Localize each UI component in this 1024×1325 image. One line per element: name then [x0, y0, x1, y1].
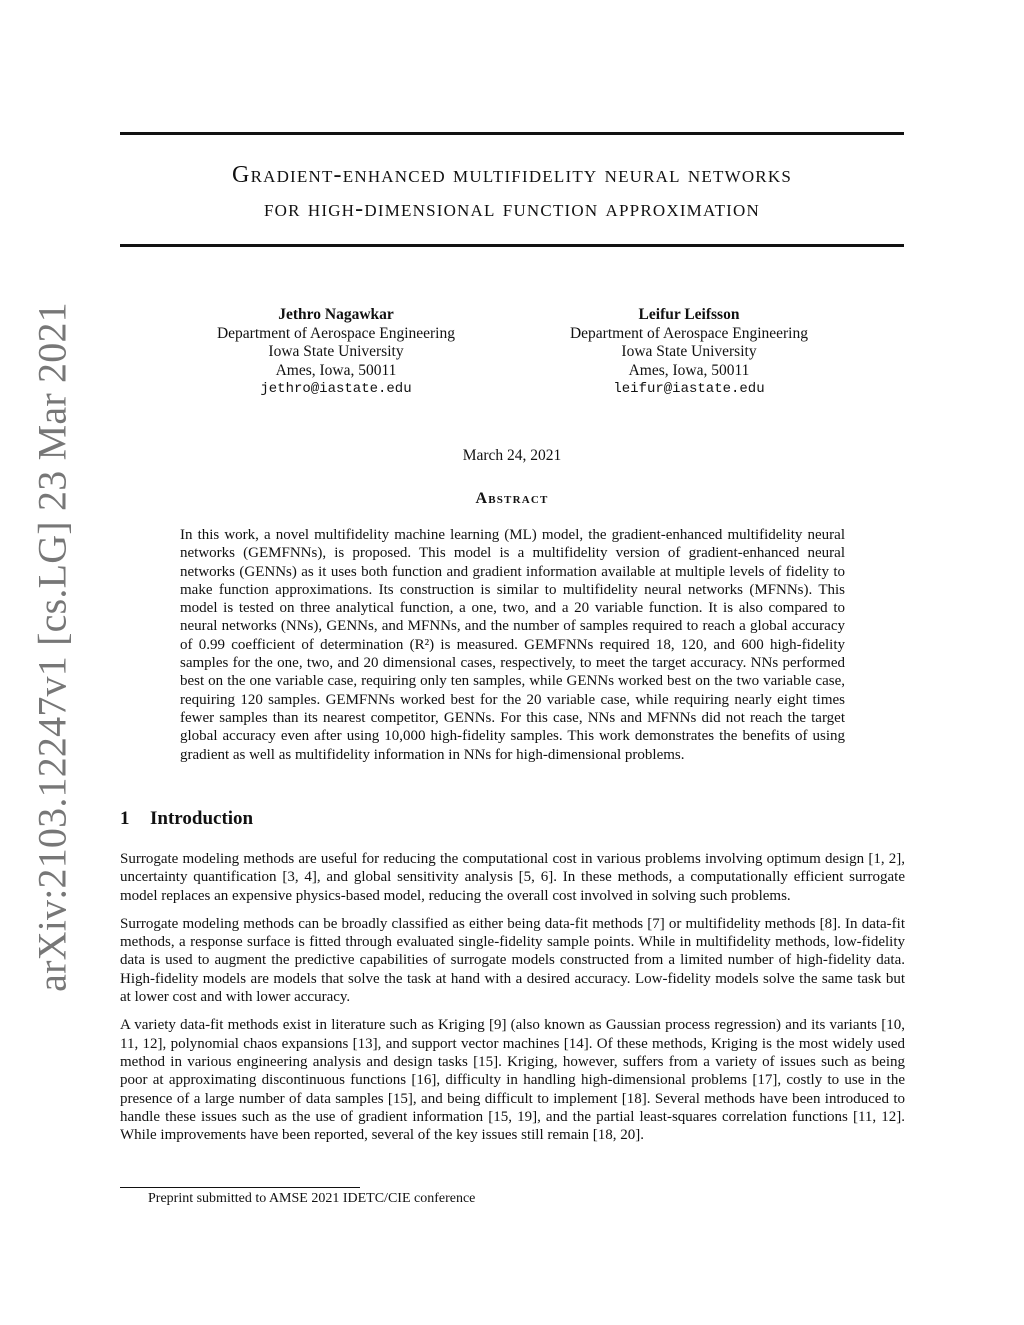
- title-line-1: Gradient-enhanced multifidelity neural networks: [232, 162, 792, 188]
- author-address: Ames, Iowa, 50011: [275, 361, 397, 379]
- title-top-rule: [120, 132, 904, 135]
- author-address: Ames, Iowa, 50011: [628, 361, 750, 379]
- author-institution: Iowa State University: [621, 343, 757, 360]
- title-line-2: for high-dimensional function approximation: [264, 196, 760, 222]
- publication-date: March 24, 2021: [462, 447, 562, 464]
- footnote-rule: [120, 1187, 360, 1188]
- author-department: Department of Aerospace Engineering: [216, 324, 455, 342]
- section-heading: [120, 808, 253, 830]
- author-block-2: [539, 306, 839, 399]
- author-email: leifur@iastate.edu: [613, 381, 765, 397]
- title-bottom-rule: [120, 244, 904, 247]
- author-email: jethro@iastate.edu: [260, 381, 412, 397]
- paragraph: A variety data-fit methods exist in literature such as Kriging [9] (also known as Gaussian process regression) and its variants [10, 11, 12], polynomial chaos expansions [13], and support vector machines [14]. Of these methods, Kriging is the most widely used method in various engineering analysis and design tasks [15]. Kriging, however, suffers from a variety of issues such as being poor at approximating discontinuous functions [16], difficulty in handling high-dimensional problems [17], costly to use in the presence of a large number of data samples [15], and being difficult to implement [18]. Several methods have been introduced to handle these issues such as the use of gradient information [15, 19], and the partial least-squares correlation functions [11, 12]. While improvements have been reported, several of the key issues still remain [18, 20].: [120, 1017, 905, 1144]
- abstract-text: In this work, a novel multifidelity machine learning (ML) model, the gradient-enhanced multifidelity neural networks (GEMFNNs), is proposed. This model is a multifidelity version of gradient-enhanced neural networks (GENNs) as it uses both function and gradient information available at multiple levels of fidelity to make function approximations. Its construction is similar to multifidelity neural networks (MFNNs). This model is tested on three analytical function, a one, two, and a 20 variable function. It is also compared to neural networks (NNs), GENNs, and MFNNs, and the number of samples required to reach a global accuracy of 0.99 coefficient of determination (R²) is measured. GEMFNNs required 18, 120, and 600 high-fidelity samples for the one, two, and 20 dimensional cases, respectively, to meet the target accuracy. NNs performed best on the one variable case, requiring only ten samples, while GENNs worked best on the two variable case, requiring 120 samples. GEMFNNs worked best for the 20 variable case, while requiring nearly eight times fewer samples than its nearest competitor, GENNs. For this case, NNs and MFNNs did not reach the target global accuracy even after using 10,000 high-fidelity samples. This work demonstrates the benefits of using gradient as well as multifidelity information in NNs for high-dimensional problems.: [180, 527, 845, 763]
- paragraph: Surrogate modeling methods can be broadly classified as either being data-fit methods [7] or multifidelity methods [8]. In data-fit methods, a response surface is fitted through evaluated single-fidelity sample points. While in multifidelity methods, low-fidelity data is used to augment the predictive capabilities of surrogate models constructed from a limited number of high-fidelity data. High-fidelity models are models that solve the task at hand with a desired accuracy. Low-fidelity models solve the same task but at lower cost and with lower accuracy.: [120, 915, 905, 1006]
- author-institution: Iowa State University: [268, 343, 404, 360]
- abstract-heading: Abstract: [475, 490, 549, 507]
- author-name: Leifur Leifsson: [638, 306, 740, 323]
- section-number: 1: [120, 808, 130, 829]
- section-title: Introduction: [150, 808, 254, 829]
- introduction-body: [120, 850, 905, 1154]
- arxiv-identifier-text: arXiv:2103.12247v1 [cs.LG] 23 Mar 2021: [29, 302, 75, 992]
- author-block-1: [186, 306, 486, 399]
- paragraph: Surrogate modeling methods are useful for reducing the computational cost in various problems involving optimum design [1, 2], uncertainty quantification [3, 4], and global sensitivity analysis [5, 6]. In these methods, a computationally efficient surrogate model replaces an expensive physics-based model, reducing the overall cost involved in solving such problems.: [120, 851, 905, 904]
- author-department: Department of Aerospace Engineering: [569, 324, 808, 342]
- author-name: Jethro Nagawkar: [278, 306, 394, 323]
- footnote: Preprint submitted to AMSE 2021 IDETC/CIE conference: [148, 1191, 476, 1206]
- paper-title: [120, 158, 904, 226]
